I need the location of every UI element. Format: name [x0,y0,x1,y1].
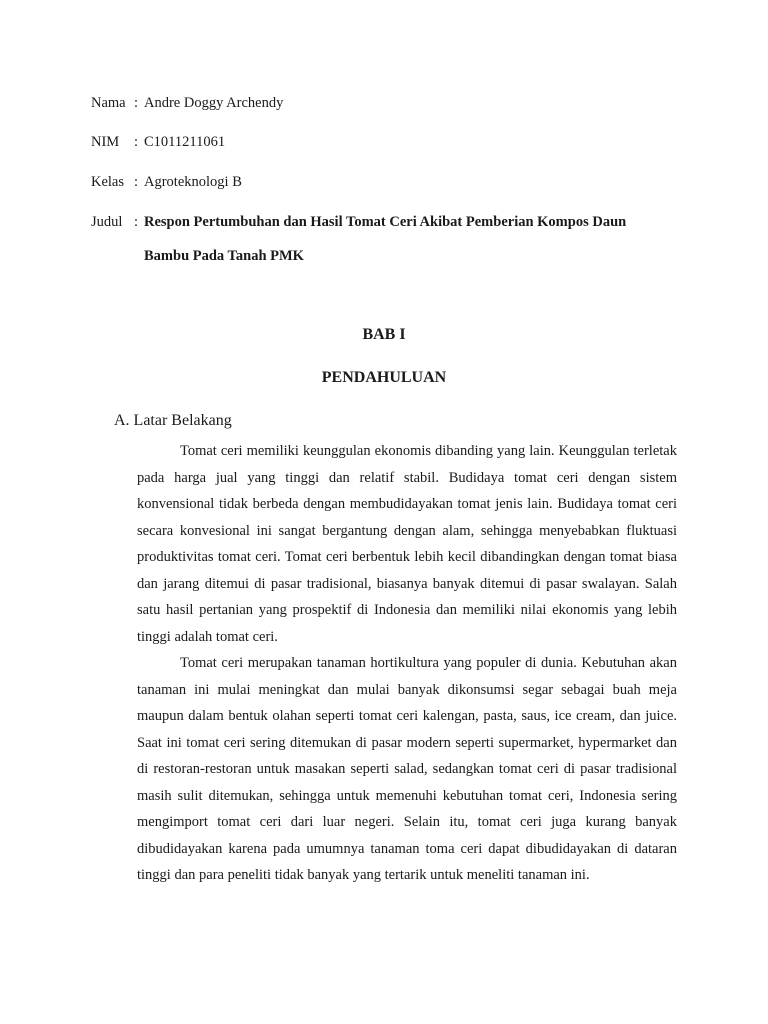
kelas-separator: : [134,174,139,190]
paragraph: Tomat ceri merupakan tanaman hortikultura yang populer di dunia. Kebutuhan akan tanaman ini mulai meningkat dan mulai banyak dikonsumsi segar sebagai buah meja maupun dalam bentuk olahan seperti tomat ceri kalengan, pasta, saus, ice cream, dan juice. Saat ini tomat ceri sering ditemukan di pasar modern seperti supermarket, hypermarket dan di restoran-restoran untuk masakan seperti salad, sedangkan tomat ceri di pasar tradisional masih sulit ditemukan, sehingga untuk memenuhi kebutuhan tomat ceri, Indonesia sering mengimport tomat ceri dari luar negeri. Selain itu, tomat ceri juga kurang banyak dibudidayakan karena pada umumnya tanaman toma ceri dapat dibudidayakan di dataran tinggi dan para peneliti tidak banyak yang tertarik untuk meneliti tanaman ini. [137,655,677,883]
section-title: A. Latar Belakang [114,412,232,429]
judul-label: Judul [91,214,123,230]
nim-label: NIM [91,134,120,150]
meta-row-nama [91,93,283,113]
nim-separator: : [134,134,139,150]
body-text [137,438,677,889]
meta-row-nim [91,132,225,152]
nama-label: Nama [91,95,126,111]
kelas-label: Kelas [91,174,125,190]
nim-value: C1011211061 [144,134,226,150]
paragraph: Tomat ceri memiliki keunggulan ekonomis dibanding yang lain. Keunggulan terletak pada harga jual yang tinggi dan relatif stabil. Budidaya tomat ceri dengan sistem konvensional tidak berbeda dengan membudidayakan tomat jenis lain. Budidaya tomat ceri secara konvesional ini sangat bergantung dengan alam, sehingga menyebabkan fluktuasi produktivitas tomat ceri. Tomat ceri berbentuk lebih kecil dibandingkan dengan tomat biasa dan jarang ditemui di pasar tradisional, biasanya banyak ditemui di pasar swalayan. Salah satu hasil pertanian yang prospektif di Indonesia dan memiliki nilai ekonomis yang lebih tinggi adalah tomat ceri. [137,443,677,645]
meta-row-kelas [91,172,242,192]
kelas-value: Agroteknologi B [144,174,242,190]
chapter-number: BAB I [362,326,406,343]
chapter-title: PENDAHULUAN [321,369,447,386]
meta-row-judul [91,212,664,273]
nama-separator: : [134,95,139,111]
judul-separator: : [134,214,139,230]
nama-value: Andre Doggy Archendy [144,95,284,111]
judul-value: Respon Pertumbuhan dan Hasil Tomat Ceri Akibat Pemberian Kompos Daun Bambu Pada Tanah PMK [144,214,627,264]
